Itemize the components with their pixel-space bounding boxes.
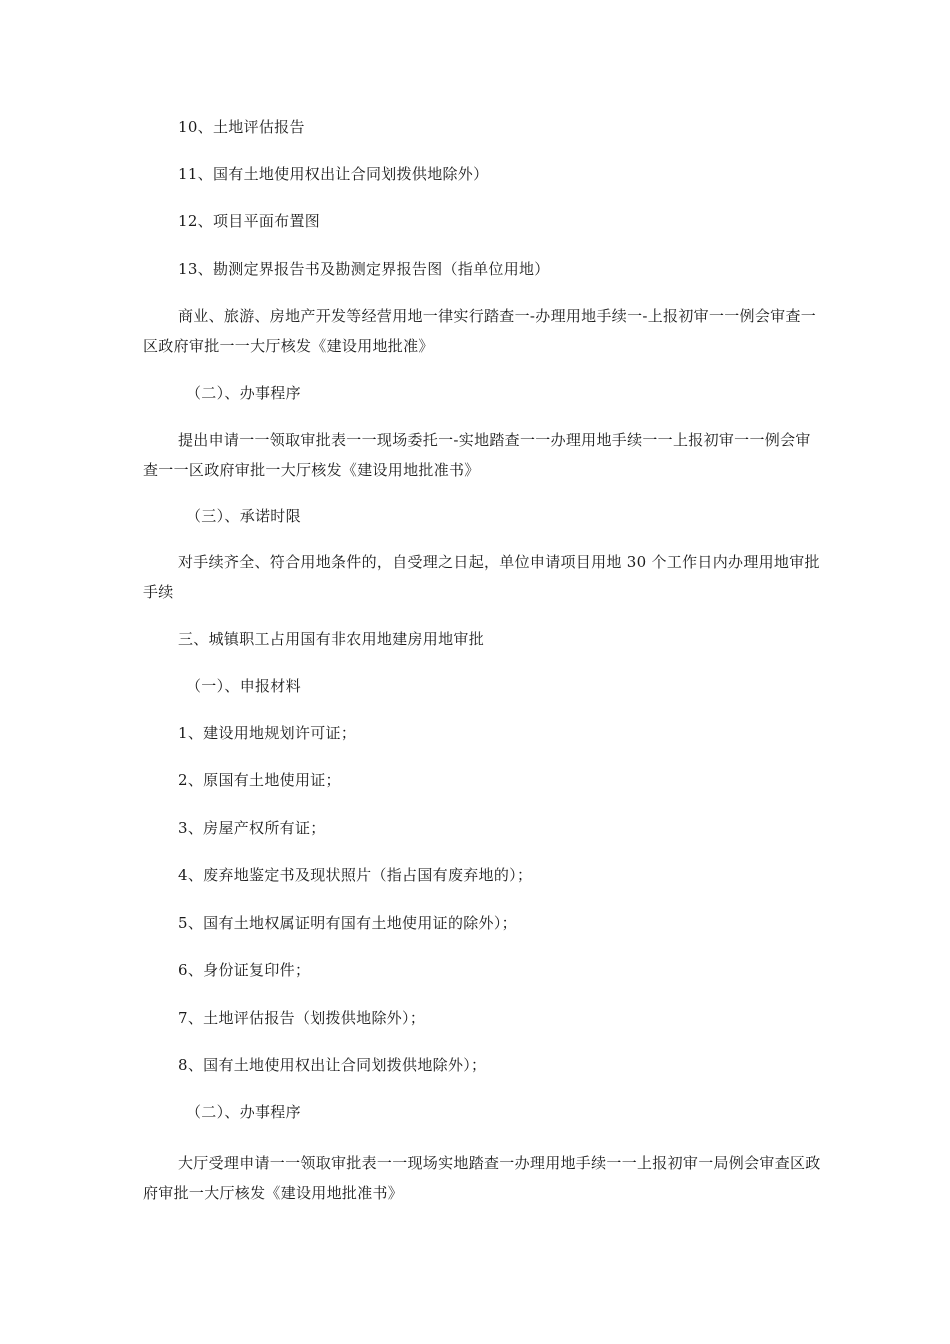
paragraph: 对手续齐全、符合用地条件的，自受理之日起，单位申请项目用地 30 个工作日内办理用地审批手续 xyxy=(143,553,820,601)
section-heading: （三）、承诺时限 xyxy=(186,507,301,525)
paragraph: 大厅受理申请一一领取审批表一一现场实地踏查一办理用地手续一一上报初审一局例会审查区政府审批一大厅核发《建设用地批准书》 xyxy=(143,1154,821,1202)
paragraph: 13、勘测定界报告书及勘测定界报告图（指单位用地） xyxy=(178,260,550,278)
list-item: 8、国有土地使用权出让合同划拨供地除外）； xyxy=(178,1056,487,1074)
paragraph: 商业、旅游、房地产开发等经营用地一律实行踏查一-办理用地手续一-上报初审一一例会审查一区政府审批一一大厅核发《建设用地批准》 xyxy=(143,307,817,355)
section-heading: （二）、办事程序 xyxy=(186,384,301,402)
paragraph: 12、项目平面布置图 xyxy=(178,212,321,230)
list-item: 6、身份证复印件； xyxy=(178,961,311,979)
paragraph: 提出申请一一领取审批表一一现场委托一-实地踏查一一办理用地手续一一上报初审一一例会审查一一区政府审批一大厅核发《建设用地批准书》 xyxy=(143,431,811,479)
list-item: 1、建设用地规划许可证； xyxy=(178,724,357,742)
list-item: 2、原国有土地使用证； xyxy=(178,771,341,789)
section-heading: （二）、办事程序 xyxy=(186,1103,301,1121)
list-item: 3、房屋产权所有证； xyxy=(178,819,326,837)
list-item: 7、土地评估报告（划拨供地除外）； xyxy=(178,1009,426,1027)
list-item: 5、国有土地权属证明有国有土地使用证的除外）； xyxy=(178,914,517,932)
list-item: 4、废弃地鉴定书及现状照片（指占国有废弃地的）； xyxy=(178,866,533,884)
paragraph: 11、国有土地使用权出让合同划拨供地除外） xyxy=(178,165,489,183)
paragraph: 10、土地评估报告 xyxy=(178,118,305,136)
section-heading: （一）、申报材料 xyxy=(186,677,301,695)
section-heading: 三、城镇职工占用国有非农用地建房用地审批 xyxy=(178,630,485,648)
